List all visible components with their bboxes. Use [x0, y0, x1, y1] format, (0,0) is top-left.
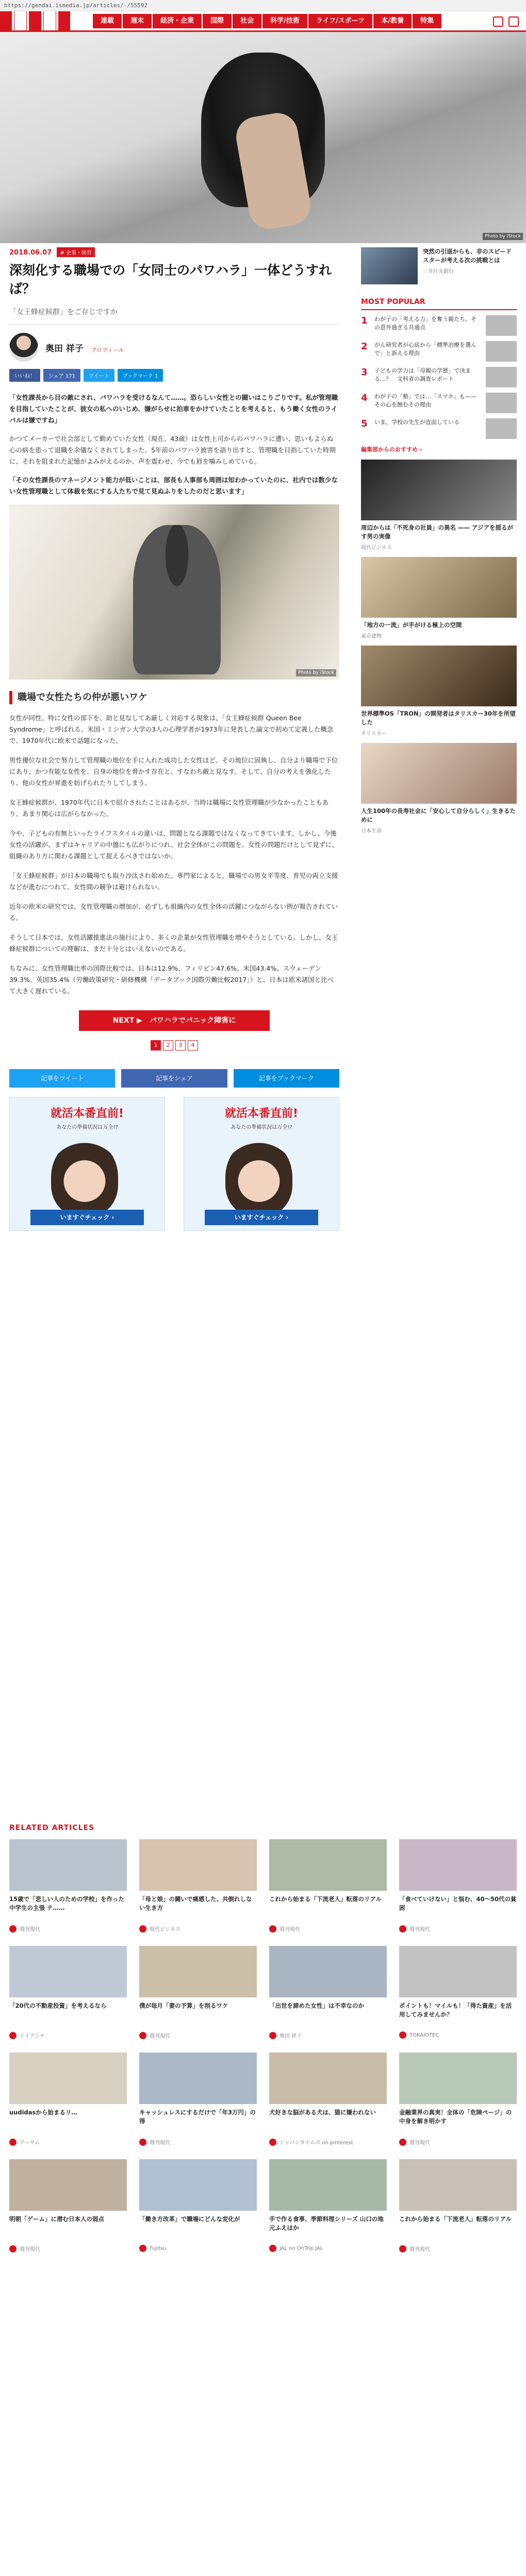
related-title: 僕が毎月「妻の予算」を削るワケ [139, 2002, 228, 2009]
ad-cta-button[interactable]: いますぐチェック › [205, 1210, 318, 1225]
body-paragraph: 近年の欧米の研究では、女性管理職の増加が、必ずしも組織内の女性全体の活躍につながらない例が報告されている。 [9, 903, 338, 922]
related-title: 「働き方改革」で職場にどんな変化が [139, 2215, 240, 2223]
related-title: 「出世を諦めた女性」は不幸なのか [269, 2002, 364, 2009]
ad-title: 就活本番直前! [224, 1107, 299, 1120]
ad-subtitle: あなたの準備状況は万全!? [56, 1125, 118, 1130]
popular-item[interactable]: 5 いま、学校の先生が直面している [361, 418, 517, 439]
tweet-button[interactable]: ツイート [84, 369, 114, 382]
facebook-share-button[interactable]: シェア 171 [43, 369, 80, 382]
ad-card[interactable] [9, 1097, 165, 1231]
thumbnail [361, 743, 517, 804]
thumbnail [139, 1946, 257, 1997]
related-card[interactable] [9, 2159, 127, 2252]
related-card[interactable] [399, 1839, 517, 1933]
thumbnail [269, 1839, 387, 1891]
thumbnail [486, 315, 517, 336]
ad-person-image [51, 1139, 118, 1216]
thumbnail [361, 460, 517, 520]
popular-item[interactable]: 3 子どもの学力は「母親の学歴」で決まる…？ 文科省の調査レポート [361, 367, 517, 387]
ad-card[interactable] [184, 1097, 339, 1231]
popular-item[interactable]: 2 がん研究者が心底から「標準治療を選んで」と訴える理由 [361, 341, 517, 362]
sidebar-ad[interactable]: 「地方の一流」が手がける極上の空間 東京建物 [361, 557, 517, 639]
related-card[interactable] [9, 1839, 127, 1933]
related-grid [9, 1839, 517, 2252]
related-title: キャッシュレスにするだけで「年3万円」の得 [139, 2109, 256, 2125]
article-main [9, 247, 339, 1231]
related-title: 「母と娘」の闘いで痛感した、共倒れしない生き方 [139, 1895, 252, 1911]
thumbnail [361, 646, 517, 706]
related-title: 金融業界の真実！全体の「危険ページ」の中身を解き明かす [399, 2109, 512, 2125]
sidebar-ad[interactable]: 周辺からは「不死身の社員」の異名 —— アジアを揺るがす男の実像 現代ビジネス [361, 460, 517, 551]
article-lead [9, 392, 339, 497]
thumbnail [269, 2159, 387, 2211]
sidebar-ad[interactable]: 人生100年の長寿社会に「安心して自分らしく」生きるために 日本生命 [361, 743, 517, 834]
page-link[interactable]: 2 [163, 1040, 173, 1050]
url-bar[interactable]: https://gendai.ismedia.jp/articles/-/55592 [0, 0, 526, 11]
thumbnail [361, 557, 517, 618]
article-title: 深刻化する職場での「女同士のパワハラ」一体どうすれば？ [9, 263, 332, 296]
photo-credit: Photo by iStock [483, 233, 523, 240]
source-icon [269, 1925, 276, 1933]
ad-subtitle: あなたの準備状況は万全!? [231, 1125, 292, 1130]
related-source: 奥田 祥子 [269, 2031, 387, 2039]
nav-item[interactable]: 連載 [93, 14, 122, 28]
body-paragraph: そうして日本では、女性活躍推進法の施行により、多くの企業が女性管理職を増やそうとしている。しかし、女王蜂症候群についての理解は、まだ十分とはいえないのである。 [9, 934, 338, 953]
related-title: 手で作る食事、季節料理シリーズ 山口の地元ふえほか [269, 2215, 384, 2231]
related-source: 週刊現代 [9, 2245, 127, 2252]
page-link[interactable]: 4 [188, 1040, 198, 1050]
thumbnail [399, 2159, 517, 2211]
page-link[interactable]: 1 [151, 1040, 161, 1050]
sidebar [361, 247, 517, 834]
related-title: 15歳で「悲しい人のための学校」を作った 中学生の主張 テ…… [9, 1895, 125, 1911]
thumbnail [139, 2053, 257, 2104]
related-title: これから始まる「下流老人」転落のリアル [399, 2215, 512, 2223]
lead-paragraph: かつてメーカーで社会部として勤めていた女性（現在、43歳）は女性上司からのパワハラに遭い、思いもよらぬ心の病を患って退職を余儀なくされてしまった。5年前のパワハラ被害を語り出すと、管理職を目指していた時期に、それを阻まれた記憶がよみがえるのか、声を震わせ、今でも唇を噛みしめている。 [9, 435, 336, 465]
category-tag[interactable]: # 企業・経営 [57, 247, 95, 257]
source-icon [139, 2032, 146, 2039]
related-source: 週刊現代 [139, 2031, 257, 2039]
source-icon [9, 2032, 17, 2039]
source-icon [269, 2245, 276, 2252]
related-source: 週刊現代 [399, 1925, 517, 1933]
thumbnail [399, 1839, 517, 1891]
ad-row [9, 1097, 339, 1231]
article-photo [9, 504, 339, 680]
thumbnail [139, 1839, 257, 1891]
lead-paragraph: 「女性課長から目の敵にされ、パワハラを受けるなんて……。恐らしい女性との闘いはこりごりです。私が管理職を目指していたことが、彼女の私へのいじめ、嫌がらせに拍車をかけていたことを考えると、もう働く女性のライバルは嫌ですね」 [9, 394, 338, 424]
thumbnail [139, 2159, 257, 2211]
nav-item[interactable]: 特集 [413, 14, 441, 28]
related-title: 明朝「ゲーム」に潜む日本人の弱点 [9, 2215, 104, 2223]
source-icon [139, 2245, 146, 2252]
site-logo[interactable] [0, 11, 72, 30]
related-articles [9, 1824, 517, 2252]
nav-item[interactable]: 本/教養 [373, 14, 412, 28]
body-paragraph: 今や、子どもの有無といったライフスタイルの違いは、問題となる課題ではなくなってきています。しかし、今後女性の活躍が、まずはキャリアの中盤にも広がりにつれ、社会全体がこの問題を、女性の問題だけとして見ずに、組織のあり方に関わる課題として捉えるべきではないか。 [9, 829, 339, 860]
ad-person-image [225, 1139, 292, 1216]
next-page-button[interactable]: NEXT ▶ パワハラでパニック障害に [79, 1010, 270, 1031]
related-title: 犬好きな脳がある犬は、猫に嫌われない [269, 2109, 376, 2116]
related-source: 週刊現代 [139, 2138, 257, 2146]
related-source: トイアンナ [9, 2031, 127, 2039]
bottom-share-buttons [9, 1069, 339, 1088]
related-card[interactable] [269, 2159, 387, 2252]
author-name[interactable]: 奥田 祥子 [45, 343, 84, 354]
share-article-button[interactable]: 記事をシェア [121, 1069, 227, 1088]
menu-icon[interactable] [508, 16, 519, 27]
related-card[interactable] [9, 1946, 127, 2039]
body-paragraph: 女性が同性、特に女性の部下を、助と見なしてあ厳しく対応する現象は、「女王蜂症候群 Queen Bee Syndrome」と呼ばれる。米国・ミシガン大学の3人の心理学者が1973年に発表した論文で初めて定義した概念で、1970年代に欧米で話題になった。 [9, 714, 334, 744]
related-source: 週刊現代 [399, 2245, 517, 2252]
author-profile-link[interactable]: プロフィール [90, 347, 124, 353]
recommendations-link[interactable]: 編集部からのおすすめ › [361, 446, 422, 453]
article-date: 2018.06.07 [9, 249, 52, 257]
nav-item[interactable]: 科学/技術 [262, 14, 307, 28]
thumbnail [486, 393, 517, 413]
related-heading: RELATED ARTICLES [9, 1824, 95, 1832]
source-icon [9, 2139, 17, 2146]
thumbnail [269, 2053, 387, 2104]
sidebar-article-source: 三井住友銀行 [423, 269, 454, 275]
body-paragraph: 「女王蜂症候群」が日本の職場でも取り沙汰され始めた。専門家によると、職場での男女平等度、育児の両立支援などが進むにつれて、女性間の競争は避けられない。 [9, 872, 338, 891]
section-heading: 職場で女性たちの仲が悪いワケ [9, 691, 339, 704]
related-source: アーサム [9, 2138, 127, 2146]
source-icon [399, 2245, 406, 2252]
sidebar-ad[interactable]: 世界標準OS「TRON」の開発者はタリスカー30年を所望した タリスカー [361, 646, 517, 737]
related-source: TOKAIOTEC [399, 2031, 517, 2039]
article-body [9, 713, 339, 997]
source-icon [269, 2032, 276, 2039]
thumbnail [486, 341, 517, 362]
thumbnail [361, 247, 418, 284]
nav-item[interactable]: 週末 [123, 14, 152, 28]
related-card[interactable] [139, 2053, 257, 2146]
related-card[interactable] [139, 1946, 257, 2039]
tweet-article-button[interactable]: 記事をツイート [9, 1069, 115, 1088]
source-icon [399, 1925, 406, 1933]
sidebar-article-title: 突然の引退からも、非のスピードスターが考える次の挑戦とは [423, 248, 512, 264]
related-card[interactable] [399, 2159, 517, 2252]
related-card[interactable] [139, 2159, 257, 2252]
source-icon [9, 2245, 17, 2252]
nav-items [93, 11, 442, 30]
related-title: uudidasから始まるリ… [9, 2109, 77, 2116]
related-source: ジャパンタイムズ on pinterest [269, 2138, 387, 2146]
page-link[interactable]: 3 [175, 1040, 186, 1050]
source-icon [139, 1925, 146, 1933]
source-icon [269, 2139, 276, 2146]
related-source: 現代ビジネス [139, 1925, 257, 1933]
thumbnail [399, 2053, 517, 2104]
photo-credit: Photo by iStock [296, 669, 336, 676]
thumbnail [9, 2053, 127, 2104]
nav-icons [493, 16, 519, 27]
related-source: 週刊現代 [9, 1925, 127, 1933]
related-card[interactable] [269, 1839, 387, 1933]
related-source: 週刊現代 [269, 1925, 387, 1933]
related-title: 「20代の不動産投資」を考えるなら [9, 2002, 107, 2009]
thumbnail [269, 1946, 387, 1997]
search-icon[interactable] [493, 16, 503, 27]
thumbnail [9, 1839, 127, 1891]
related-card[interactable] [399, 1946, 517, 2039]
nav-item[interactable]: 社会 [233, 14, 261, 28]
popular-item[interactable]: 1 わが子の「考える力」を奪う親たち、その意外過ぎる共通点 [361, 315, 517, 336]
hero-image [0, 32, 526, 243]
body-paragraph: ちなみに、女性管理職比率の国際比較では、日本は12.9%、フィリピン47.6%、米国43.4%、スウェーデン39.3%、英国35.4%（労働政策研究・研修機構「データブック国際労働比較2017」）と、日本は欧米諸国と比べて大きく遅れている。 [9, 964, 334, 995]
thumbnail [486, 367, 517, 387]
source-icon [399, 2031, 406, 2039]
related-title: これから始まる「下流老人」転落のリアル [269, 1895, 382, 1903]
hatena-bookmark-button[interactable]: ブックマーク 1 [118, 369, 163, 382]
related-source: 週刊現代 [399, 2138, 517, 2146]
body-paragraph: 女王蜂症候群が、1970年代に日本で紹介されたことはあるが、当時は職場に女性管理職が少なかったこともあり、あまり関心は広がらなかった。 [9, 799, 329, 818]
body-paragraph: 男性優位な社会で努力して管理職の地位を手に入れた成功した女性ほど、その地位に固執し、自分より職場で下位にあり、かつ有能な女性を、自身の地位を脅かす存在と、すなわち敵と見なす。そして、自分の考えを強化したり、他の女性が昇進を妨げられたりしてしまう。 [9, 756, 338, 787]
related-title: 「食べていけない」と悩む、40〜50代の貧困 [399, 1895, 517, 1911]
thumbnail [486, 418, 517, 439]
most-popular-heading: MOST POPULAR [361, 298, 517, 310]
related-source: Fujitsu [139, 2245, 257, 2252]
avatar[interactable] [9, 333, 38, 362]
thumbnail [9, 2159, 127, 2211]
related-card[interactable] [269, 1946, 387, 2039]
related-card[interactable] [139, 1839, 257, 1933]
related-source: JAL on OnTrip JAL [269, 2245, 387, 2252]
related-card[interactable] [269, 2053, 387, 2146]
ad-cta-button[interactable]: いますぐチェック › [30, 1210, 144, 1225]
bookmark-article-button[interactable]: 記事をブックマーク [234, 1069, 339, 1088]
source-icon [399, 2139, 406, 2146]
thumbnail [399, 1946, 517, 1997]
related-title: ポイントも！マイルも！「得た資産」を活用してみませんか？ [399, 2002, 512, 2018]
thumbnail [9, 1946, 127, 1997]
share-buttons [9, 369, 339, 382]
source-icon [9, 1925, 17, 1933]
like-button[interactable]: いいね！ [9, 369, 40, 382]
author-block [9, 333, 339, 362]
source-icon [139, 2139, 146, 2146]
ad-title: 就活本番直前! [50, 1107, 124, 1120]
photo-figure-shape [133, 525, 221, 674]
popular-item[interactable]: 4 わが子の「塾」では…「スマホ」も——その心を蝕むその理由 [361, 393, 517, 413]
related-card[interactable] [9, 2053, 127, 2146]
article-subtitle: 「女王蜂症候群」をご存じですか [9, 307, 339, 325]
related-card[interactable] [399, 2053, 517, 2146]
sidebar-top-article[interactable] [361, 247, 517, 284]
nav-item[interactable]: 経済・企業 [153, 14, 202, 28]
lead-paragraph: 「その女性課長のマネージメント能力が低いことは、部長も人事部も周囲は知わかっていたのに、社内では数少ない女性管理職として体裁を気にする人たちで見て見ぬふりをしたのだと思います」 [9, 476, 338, 495]
top-navigation [0, 11, 526, 32]
nav-item[interactable]: ライフ/スポーツ [308, 14, 372, 28]
pagination [9, 1040, 339, 1050]
nav-item[interactable]: 国際 [203, 14, 232, 28]
